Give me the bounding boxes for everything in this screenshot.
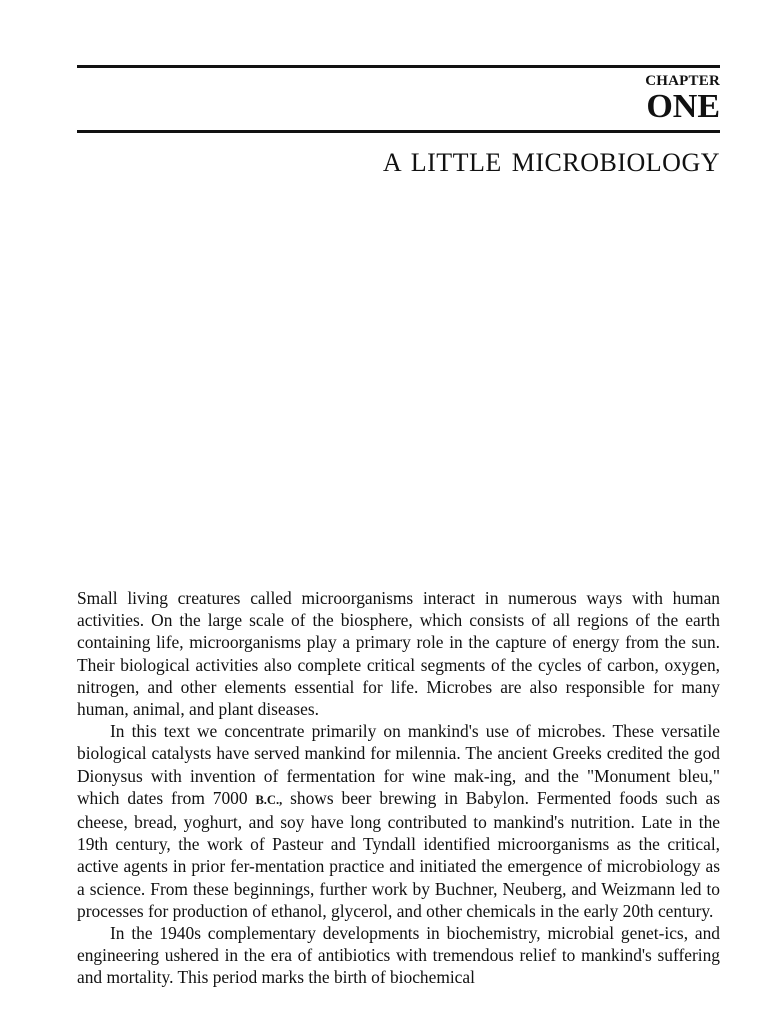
paragraph-1: Small living creatures called microorganisms interact in numerous ways with human activities. On the large scale of the biosphere, which consists of all regions of the earth containing life, microorganisms play a primary role in the capture of energy from the sun. Their biological activities also complete critical segments of the cycles of carbon, oxygen, nitrogen, and other elements essential for life. Microbes are also responsible for many human, animal, and plant diseases.	[77, 588, 720, 720]
paragraph-2-part-1: In this text we concentrate primarily on mankind's use of microbes. These versatile biological catalysts have served mankind for milennia. The ancient Greeks credited the god Dionysus with invention of fermentation for wine mak-ing, and the "Monument bleu," which dates from 7000	[77, 721, 720, 808]
chapter-title: A LITTLE MICROBIOLOGY	[382, 148, 720, 177]
top-rule	[77, 65, 720, 68]
chapter-number: ONE	[646, 88, 720, 125]
body-text	[77, 587, 720, 989]
paragraph-3: In the 1940s complementary developments in biochemistry, microbial genet-ics, and engineering ushered in the era of antibiotics with tremendous relief to mankind's suffering and mortality. This period marks the birth of biochemical	[77, 923, 720, 988]
era-abbreviation: B.C.,	[255, 792, 283, 807]
paragraph-2-part-2: shows beer brewing in Babylon. Fermented foods such as cheese, bread, yoghurt, and soy have long contributed to mankind's nutrition. Late in the 19th century, the work of Pasteur and Tyndall identified microorganisms as the critical, active agents in prior fer-mentation practice and initiated the emergence of microbiology as a science. From these beginnings, further work by Buchner, Neuberg, and Weizmann led to processes for production of ethanol, glycerol, and other chemicals in the early 20th century.	[77, 787, 720, 921]
chapter-label: CHAPTER	[645, 73, 720, 89]
bottom-rule	[77, 130, 720, 133]
paragraph-2	[77, 720, 720, 922]
